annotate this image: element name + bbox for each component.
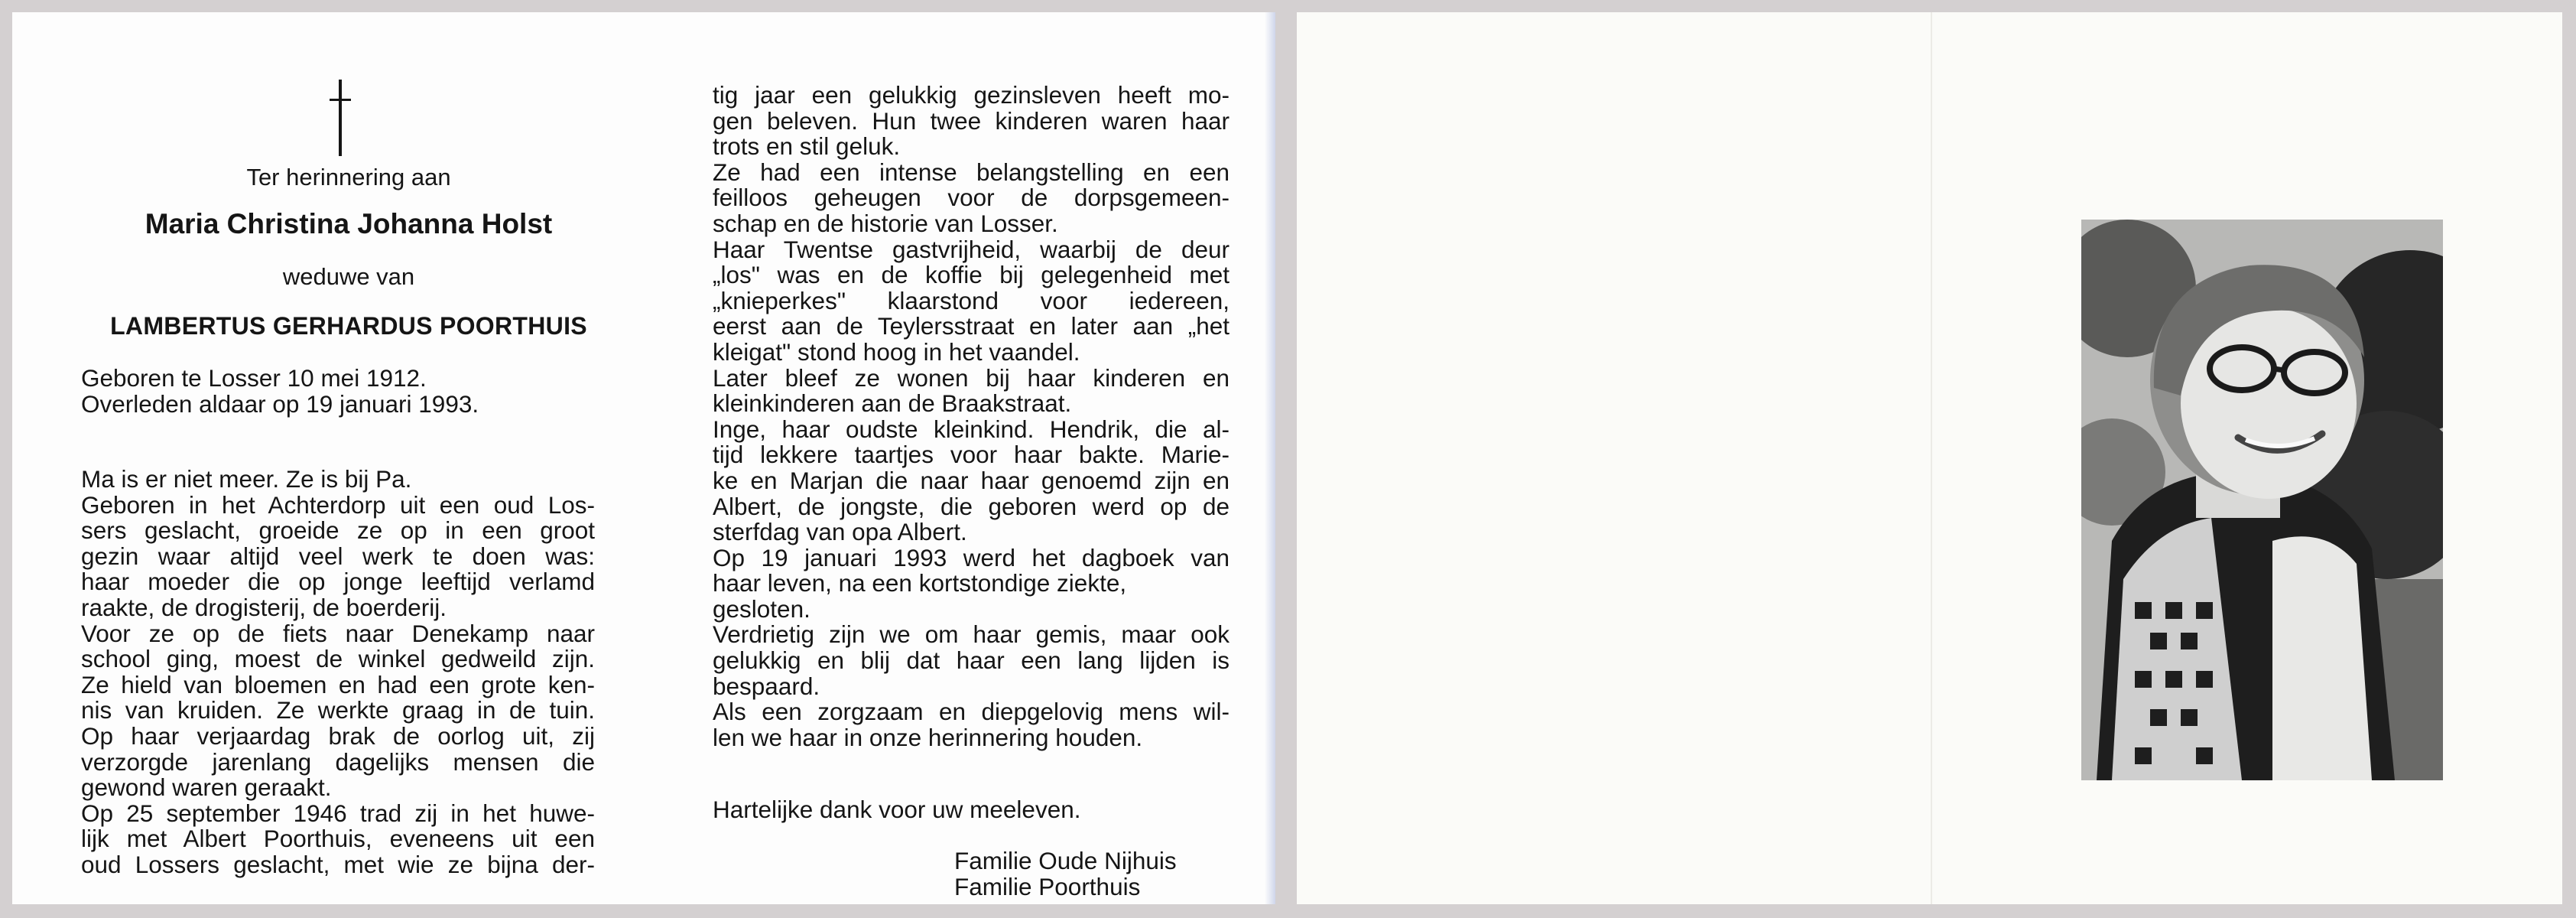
text-line: bespaard. xyxy=(713,672,820,700)
text-line: school ging, moest de winkel gedweild zijn. xyxy=(81,645,595,673)
text-line: tijd lekkere taartjes voor haar bakte. Marie- xyxy=(713,441,1230,469)
text-line: Op 25 september 1946 trad zij in het huwe- xyxy=(81,799,595,827)
family-line: Familie Poorthuis xyxy=(954,872,1141,900)
text-line: tig jaar een gelukkig gezinsleven heeft mo- xyxy=(713,81,1230,109)
text-line: eerst aan de Teylersstraat en later aan „het xyxy=(713,312,1230,340)
text-line: haar moeder die op jonge leeftijd verlamd xyxy=(81,568,595,596)
portrait-photo xyxy=(2081,220,2443,780)
thanks-text: Hartelijke dank voor uw meeleven. xyxy=(713,796,1081,823)
text-line: Ze hield van bloemen en had een grote ken- xyxy=(81,670,595,698)
text-line: Albert, de jongste, die geboren werd op de xyxy=(713,492,1230,520)
cross-icon xyxy=(330,80,351,156)
family-line: Familie Oude Nijhuis xyxy=(954,847,1177,874)
text-line: Verdrietig zijn we om haar gemis, maar ook xyxy=(713,620,1230,649)
text-line: kleinkinderen aan de Braakstraat. xyxy=(713,389,1072,418)
text-line: lijk met Albert Poorthuis, eveneens uit een xyxy=(81,825,595,853)
text-line: gesloten. xyxy=(713,594,810,623)
text-line: gewond waren geraakt. xyxy=(81,773,332,802)
death-line: Overleden aldaar op 19 januari 1993. xyxy=(81,390,479,418)
text-line: Op 19 januari 1993 werd het dagboek van xyxy=(713,543,1230,571)
family-signatures xyxy=(954,848,1177,900)
birth-death-dates xyxy=(81,366,479,418)
text-line: Geboren in het Achterdorp uit een oud Los- xyxy=(81,490,595,519)
memorial-card-photo-page xyxy=(1297,12,2562,904)
text-line: haar leven, na een kortstondige ziekte, xyxy=(713,569,1127,597)
text-line: Later bleef ze wonen bij haar kinderen en xyxy=(713,363,1230,392)
intro-text: Ter herinnering aan xyxy=(246,164,451,190)
widow-of-text: weduwe van xyxy=(282,263,415,290)
text-line: Ma is er niet meer. Ze is bij Pa. xyxy=(81,465,412,493)
text-line: sterfdag van opa Albert. xyxy=(713,518,967,546)
text-line: Inge, haar oudste kleinkind. Hendrik, die al- xyxy=(713,415,1230,443)
text-line: verzorgde jarenlang dagelijks mensen die xyxy=(81,747,595,776)
text-line: sers geslacht, groeide ze op in een groot xyxy=(81,516,595,545)
text-line: trots en stil geluk. xyxy=(713,132,901,161)
text-line: len we haar in onze herinnering houden. xyxy=(713,723,1143,751)
text-line: gezin waar altijd veel werk te doen was: xyxy=(81,542,595,570)
husband-name: LAMBERTUS GERHARDUS POORTHUIS xyxy=(110,312,587,340)
text-line: schap en de historie van Losser. xyxy=(713,209,1058,237)
text-line: ke en Marjan die naar haar genoemd zijn en xyxy=(713,466,1230,494)
text-line: Ze had een intense belangstelling en een xyxy=(713,158,1230,186)
text-line: kleigat" stond hoog in het vaandel. xyxy=(713,337,1080,366)
deceased-name: Maria Christina Johanna Holst xyxy=(145,208,553,239)
text-line: Op haar verjaardag brak de oorlog uit, zij xyxy=(81,721,595,750)
text-line: „knieperkes" klaarstond voor iedereen, xyxy=(713,286,1230,314)
biography-column-2 xyxy=(713,83,1230,750)
text-line: Als een zorgzaam en diepgelovig mens wil- xyxy=(713,698,1230,726)
text-line: oud Lossers geslacht, met wie ze bijna der- xyxy=(81,850,595,878)
text-line: gen beleven. Hun twee kinderen waren haar xyxy=(713,106,1230,135)
text-line: raakte, de drogisterij, de boerderij. xyxy=(81,593,447,621)
text-line: nis van kruiden. Ze werkte graag in de tuin. xyxy=(81,696,595,724)
birth-line: Geboren te Losser 10 mei 1912. xyxy=(81,364,427,392)
biography-column-1 xyxy=(81,467,595,878)
text-line: gelukkig en blij dat haar een lang lijden is xyxy=(713,646,1230,675)
memorial-card-text-page xyxy=(12,12,1275,904)
text-line: Voor ze op de fiets naar Denekamp naar xyxy=(81,619,595,647)
text-line: feilloos geheugen voor de dorpsgemeen- xyxy=(713,184,1230,212)
card-fold xyxy=(1931,12,1932,904)
text-line: „los" was en de koffie bij gelegenheid met xyxy=(713,261,1230,289)
text-line: Haar Twentse gastvrijheid, waarbij de deur xyxy=(713,235,1230,263)
